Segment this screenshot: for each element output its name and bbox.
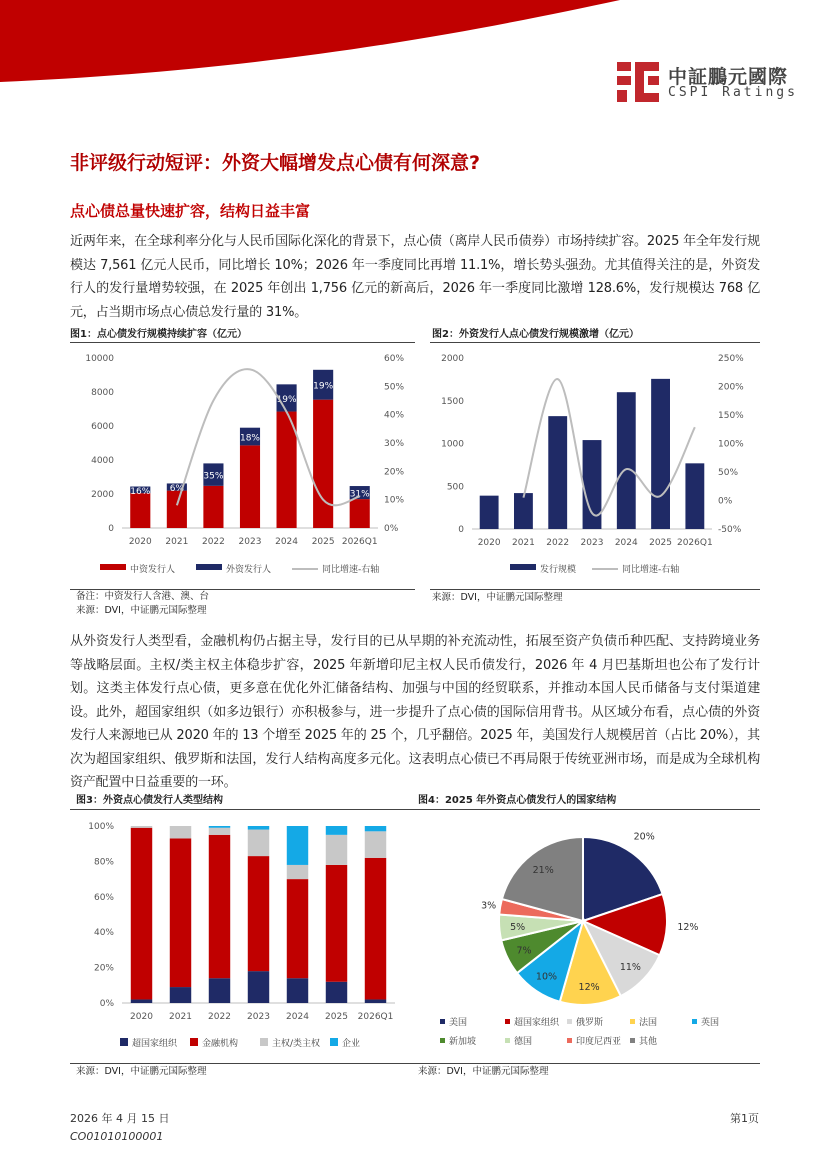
x-tick-label: 2022 [208, 1011, 231, 1022]
bar-金融机构 [248, 856, 269, 971]
bar-金融机构 [209, 834, 230, 977]
bar-发行规模 [685, 463, 704, 529]
legend-swatch [505, 1038, 510, 1043]
legend-label: 外资发行人 [226, 565, 272, 575]
legend-swatch [510, 564, 536, 570]
data-label: 19% [276, 394, 297, 405]
data-label: 6% [169, 484, 184, 495]
y-tick-label: 80% [93, 856, 114, 867]
y2-tick-label: 30% [384, 439, 405, 449]
legend-label: 主权/类主权 [272, 1038, 321, 1049]
x-tick-label: 2024 [614, 538, 638, 548]
legend-label: 其他 [639, 1036, 658, 1047]
bar-主权/类主权 [131, 826, 152, 828]
figure-3-source: 来源：DVI，中证鹏元国际整理 [76, 1065, 207, 1077]
bar-发行规模 [514, 493, 533, 529]
figure-2-source: 来源：DVI，中证鹏元国际整理 [432, 592, 563, 603]
x-tick-label: 2025 [649, 538, 673, 548]
legend-swatch [260, 1038, 268, 1046]
x-tick-label: 2021 [169, 1011, 192, 1022]
bar-企业 [326, 826, 347, 835]
bar-发行规模 [651, 379, 670, 529]
y2-tick-label: 200% [718, 382, 744, 393]
paragraph-2: 从外资发行人类型看，金融机构仍占据主导，发行目的已从早期的补充流动性，拓展至资产负债币种匹配、支持跨境业务等战略层面。主权/类主权主体稳步扩容，2025 年新增印尼主权人民币债发行，2026 年 4 月巴基斯坦也公布了发行计划。这类主体发行点心债，更多意在优化外汇储备结构、加强与中国的经贸联系，并推动本国人民币储备与支付渠道建设。此外，超国家组织（如多边银行）亦积极参与，进一步提升了点心债的国际信用背书。从区域分布看，点心债的外资发行人来源地已从 2020 年的 13 个增至 2025 年的 25 个，几乎翻倍。2025 年，美国发行人规模居首（占比 20%），其次为超国家组织、俄罗斯和法国，发行人结构高度多元化。这表明点心债已不再局限于传统亚洲市场，而是成为全球机构资产配置中日益重要的一环。 [70, 634, 760, 790]
figure-4-chart [430, 809, 760, 1059]
y-tick-label: 1500 [441, 396, 464, 407]
pie-label: 10% [535, 970, 558, 982]
bar-发行规模 [617, 392, 636, 529]
x-tick-label: 2024 [275, 537, 299, 547]
legend-label: 中资发行人 [130, 565, 176, 575]
y-tick-label: 6000 [91, 422, 114, 432]
legend-label: 新加坡 [449, 1036, 477, 1047]
company-logo-mark [617, 62, 659, 102]
y2-tick-label: 10% [384, 495, 405, 506]
legend-label: 印度尼西亚 [576, 1036, 622, 1047]
bar-金融机构 [170, 838, 191, 987]
bar-超国家组织 [248, 971, 269, 1003]
y-tick-label: 10000 [85, 354, 114, 364]
figure-1-chart [70, 345, 415, 585]
bar-中资发行人 [203, 486, 223, 528]
section-title: 点心债总量快速扩容，结构日益丰富 [70, 202, 311, 220]
figure-2-title: 图2：外资发行人点心债发行规模激增（亿元） [432, 329, 639, 340]
y-tick-label: 100% [88, 821, 114, 832]
x-tick-label: 2020 [477, 538, 501, 548]
pie-label: 21% [532, 864, 554, 876]
y-tick-label: 0% [99, 998, 114, 1009]
y2-tick-label: -50% [718, 525, 742, 535]
legend-label: 金融机构 [202, 1038, 239, 1049]
bar-主权/类主权 [365, 831, 386, 858]
legend-label: 同比增速-右轴 [622, 565, 680, 575]
y-tick-label: 1000 [441, 439, 464, 450]
x-tick-label: 2022 [546, 538, 570, 548]
footer-date: 2026 年 4 月 15 日 [70, 1112, 170, 1125]
document-title: 非评级行动短评：外资大幅增发点心债有何深意? [70, 152, 481, 174]
bar-企业 [365, 826, 386, 831]
legend-swatch [440, 1038, 445, 1043]
data-label: 18% [239, 433, 261, 444]
figure-1-title: 图1：点心债发行规模持续扩容（亿元） [70, 329, 247, 340]
divider [70, 589, 415, 590]
legend-label: 企业 [342, 1038, 361, 1049]
bar-中资发行人 [167, 491, 187, 528]
x-tick-label: 2022 [201, 537, 225, 547]
figure-3-chart [70, 809, 415, 1059]
y-tick-label: 2000 [441, 354, 464, 364]
x-tick-label: 2023 [238, 537, 262, 547]
bar-主权/类主权 [248, 829, 269, 856]
figure-1-note: 备注：中资发行人含港、澳、台 [76, 591, 210, 602]
y-tick-label: 60% [93, 892, 114, 903]
y2-tick-label: 40% [384, 410, 405, 421]
bar-金融机构 [287, 879, 308, 978]
paragraph-1: 近两年来，在全球利率分化与人民币国际化深化的背景下，点心债（离岸人民币债券）市场持续扩容。2025 年全年发行规模达 7,561 亿元人民币，同比增长 10%；2026 年一季度同比再增 11.1%，增长势头强劲。尤其值得关注的是，外资发行人的发行量增势较强，在 2025 年创出 1,756 亿元的新高后，2026 年一季度同比激增 128.6%，发行规模达 768 亿元，占当期市场点心债总发行量的 31%。 [70, 234, 760, 320]
x-tick-label: 2026Q1 [357, 1011, 394, 1022]
legend-swatch [190, 1038, 198, 1046]
legend-label: 超国家组织 [132, 1038, 178, 1049]
y-tick-label: 500 [446, 482, 464, 493]
x-tick-label: 2026Q1 [341, 537, 378, 547]
pie-label: 20% [633, 831, 655, 843]
divider [70, 1063, 415, 1064]
y-tick-label: 0 [108, 524, 114, 534]
legend-label: 同比增速-右轴 [322, 565, 380, 575]
legend-label: 英国 [701, 1017, 720, 1028]
bar-中资发行人 [313, 400, 333, 528]
y-tick-label: 2000 [91, 490, 114, 500]
bar-金融机构 [131, 827, 152, 999]
pie-label: 5% [510, 921, 526, 933]
legend-swatch [330, 1038, 338, 1046]
bar-发行规模 [548, 416, 567, 529]
y2-tick-label: 0% [384, 524, 399, 534]
x-tick-label: 2026Q1 [676, 538, 713, 548]
pie-label: 3% [481, 900, 497, 912]
bar-中资发行人 [240, 445, 260, 528]
x-tick-label: 2023 [247, 1011, 270, 1022]
bar-金融机构 [365, 857, 386, 999]
y2-tick-label: 50% [384, 382, 405, 393]
bar-金融机构 [326, 864, 347, 981]
figure-row-2 [70, 795, 760, 1095]
data-label: 35% [203, 471, 224, 482]
legend-label: 俄罗斯 [576, 1017, 604, 1028]
figure-row-1 [70, 329, 760, 630]
legend-swatch [630, 1019, 635, 1024]
legend-label: 发行规模 [540, 565, 577, 575]
legend-swatch [120, 1038, 128, 1046]
data-label: 19% [313, 381, 334, 392]
pie-label: 7% [516, 945, 532, 957]
bar-中资发行人 [130, 493, 150, 528]
x-tick-label: 2020 [130, 1011, 153, 1022]
x-tick-label: 2020 [128, 537, 152, 547]
bar-超国家组织 [131, 999, 152, 1003]
bar-主权/类主权 [209, 827, 230, 834]
y2-tick-label: 100% [718, 439, 744, 450]
data-label: 16% [130, 486, 151, 497]
logo-english-name: CSPI Ratings [668, 85, 798, 100]
legend-swatch [196, 564, 222, 570]
y-tick-label: 20% [93, 963, 114, 974]
bar-超国家组织 [365, 999, 386, 1003]
pie-label: 12% [677, 921, 699, 933]
bar-企业 [248, 826, 269, 830]
bar-发行规模 [480, 496, 499, 529]
bar-超国家组织 [209, 978, 230, 1003]
y-tick-label: 4000 [91, 456, 114, 466]
divider [430, 589, 760, 590]
bar-企业 [209, 826, 230, 828]
data-label: 31% [349, 489, 370, 500]
y2-tick-label: 150% [718, 411, 744, 421]
bar-中资发行人 [350, 499, 370, 528]
x-tick-label: 2024 [286, 1011, 309, 1022]
y2-tick-label: 60% [384, 354, 405, 364]
figure-3-title: 图3：外资点心债发行人类型结构 [76, 794, 223, 806]
x-tick-label: 2023 [580, 538, 604, 548]
legend-swatch [505, 1019, 510, 1024]
legend-swatch [630, 1038, 635, 1043]
legend-swatch [692, 1019, 697, 1024]
figure-4-title: 图4：2025 年外资点心债发行人的国家结构 [418, 794, 617, 806]
divider [70, 342, 415, 343]
page-number: 第1页 [730, 1112, 759, 1125]
y2-tick-label: 250% [718, 354, 744, 364]
y2-tick-label: 0% [718, 496, 733, 507]
legend-swatch [100, 564, 126, 570]
x-tick-label: 2021 [511, 538, 535, 548]
figure-1-source: 来源：DVI，中证鹏元国际整理 [76, 605, 207, 616]
legend-label: 超国家组织 [514, 1017, 560, 1028]
legend-label: 德国 [514, 1036, 533, 1047]
divider [415, 1063, 760, 1064]
x-tick-label: 2025 [325, 1011, 348, 1022]
y2-tick-label: 20% [384, 467, 405, 478]
legend-swatch [567, 1038, 572, 1043]
y-tick-label: 40% [93, 927, 114, 938]
pie-label: 12% [578, 981, 600, 993]
bar-超国家组织 [326, 981, 347, 1002]
legend-label: 法国 [639, 1017, 658, 1028]
x-tick-label: 2025 [311, 537, 335, 547]
bar-超国家组织 [170, 987, 191, 1003]
legend-swatch [567, 1019, 572, 1024]
divider [430, 342, 760, 343]
bar-主权/类主权 [287, 864, 308, 878]
y2-tick-label: 50% [718, 468, 739, 478]
legend-swatch [440, 1019, 445, 1024]
bar-企业 [287, 826, 308, 865]
logo-chinese-name: 中証鵬元國際 [668, 66, 789, 88]
bar-主权/类主权 [326, 834, 347, 864]
x-tick-label: 2021 [165, 537, 189, 547]
y-tick-label: 8000 [91, 388, 114, 398]
y-tick-label: 0 [458, 525, 464, 535]
document-body [70, 230, 760, 1095]
bar-超国家组织 [287, 978, 308, 1003]
bar-主权/类主权 [170, 826, 191, 838]
legend-label: 美国 [449, 1017, 468, 1028]
figure-2-chart [430, 345, 765, 585]
pie-label: 11% [619, 961, 641, 973]
footer-code: CO01010100001 [70, 1130, 164, 1143]
figure-4-source: 来源：DVI，中证鹏元国际整理 [418, 1065, 549, 1077]
